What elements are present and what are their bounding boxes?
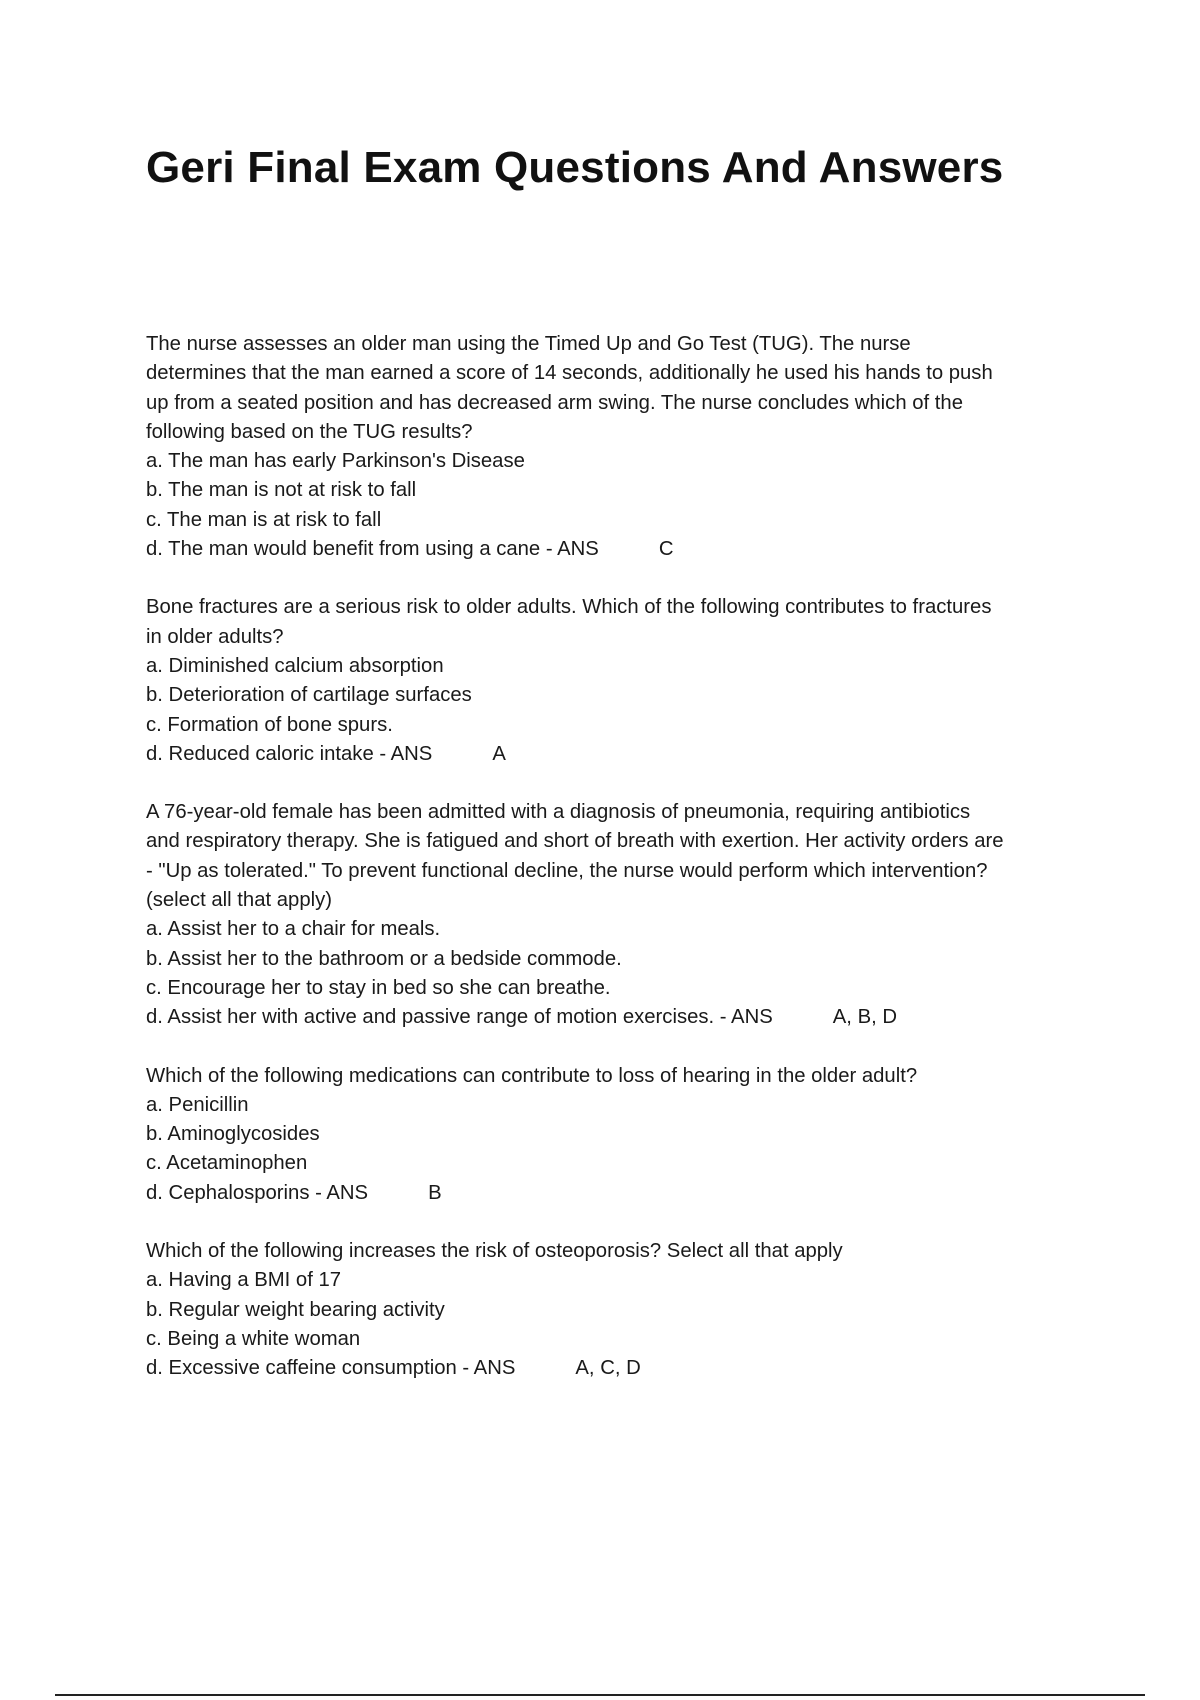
qa-item	[146, 593, 1096, 769]
option-c: c. Being a white woman	[146, 1327, 361, 1350]
question-stem-line: Which of the following medications can contribute to loss of hearing in the older adult?	[146, 1064, 918, 1087]
option-d: d. Assist her with active and passive range of motion exercises. - ANS	[146, 1006, 773, 1029]
question-stem-line: The nurse assesses an older man using the Timed Up and Go Test (TUG). The nurse	[146, 333, 911, 355]
option-b: b. Aminoglycosides	[146, 1123, 320, 1146]
question-stem-line: A 76-year-old female has been admitted with a diagnosis of pneumonia, requiring antibiotics	[146, 801, 971, 824]
question-stem-line: (select all that apply)	[146, 889, 332, 912]
option-a: a. Diminished calcium absorption	[146, 654, 444, 677]
page-divider	[55, 1694, 1145, 1696]
option-c: c. Encourage her to stay in bed so she can breathe.	[146, 976, 611, 999]
question-stem-line: Which of the following increases the risk of osteoporosis? Select all that apply	[146, 1240, 843, 1263]
page-title: Geri Final Exam Questions And Answers	[146, 143, 1004, 192]
question-stem-line: - "Up as tolerated." To prevent functional decline, the nurse would perform which intervention?	[146, 859, 988, 882]
question-stem-line: Bone fractures are a serious risk to older adults. Which of the following contributes to fractures	[146, 596, 992, 619]
question-stem-line: and respiratory therapy. She is fatigued and short of breath with exertion. Her activity orders are	[146, 830, 1004, 853]
option-b: b. Regular weight bearing activity	[146, 1298, 445, 1321]
question-stem-line: up from a seated position and has decreased arm swing. The nurse concludes which of the	[146, 391, 963, 414]
answer-key: B	[428, 1181, 442, 1204]
option-a: a. Assist her to a chair for meals.	[146, 918, 441, 941]
answer-key: C	[658, 538, 674, 561]
option-b: b. Deterioration of cartilage surfaces	[146, 684, 472, 707]
qa-item	[146, 1237, 1096, 1383]
option-b: b. The man is not at risk to fall	[146, 479, 417, 502]
qa-list	[146, 330, 1096, 1413]
option-c: c. Formation of bone spurs.	[146, 713, 393, 736]
question-stem-line: in older adults?	[146, 625, 284, 648]
option-c: c. Acetaminophen	[146, 1152, 308, 1175]
option-d-with-answer	[146, 1354, 1096, 1383]
option-a: a. Penicillin	[146, 1093, 249, 1116]
option-d: d. The man would benefit from using a cane - ANS	[146, 538, 599, 561]
option-c: c. The man is at risk to fall	[146, 508, 382, 531]
option-d: d. Excessive caffeine consumption - ANS	[146, 1357, 516, 1380]
qa-item	[146, 1062, 1096, 1208]
question-stem-line: following based on the TUG results?	[146, 420, 473, 443]
option-a: a. Having a BMI of 17	[146, 1269, 342, 1292]
answer-key: A	[492, 742, 506, 765]
option-d-with-answer	[146, 1003, 1096, 1032]
option-b: b. Assist her to the bathroom or a bedside commode.	[146, 947, 622, 970]
qa-item	[146, 798, 1096, 1032]
qa-item	[146, 330, 1096, 564]
option-d: d. Cephalosporins - ANS	[146, 1181, 369, 1204]
option-d-with-answer	[146, 1179, 1096, 1208]
answer-key: A, B, D	[832, 1006, 898, 1029]
option-d: d. Reduced caloric intake - ANS	[146, 742, 433, 765]
question-stem-line: determines that the man earned a score of 14 seconds, additionally he used his hands to push	[146, 362, 993, 385]
option-d-with-answer	[146, 535, 1096, 564]
answer-key: A, C, D	[575, 1357, 641, 1380]
option-d-with-answer	[146, 740, 1096, 769]
option-a: a. The man has early Parkinson's Disease	[146, 450, 525, 473]
